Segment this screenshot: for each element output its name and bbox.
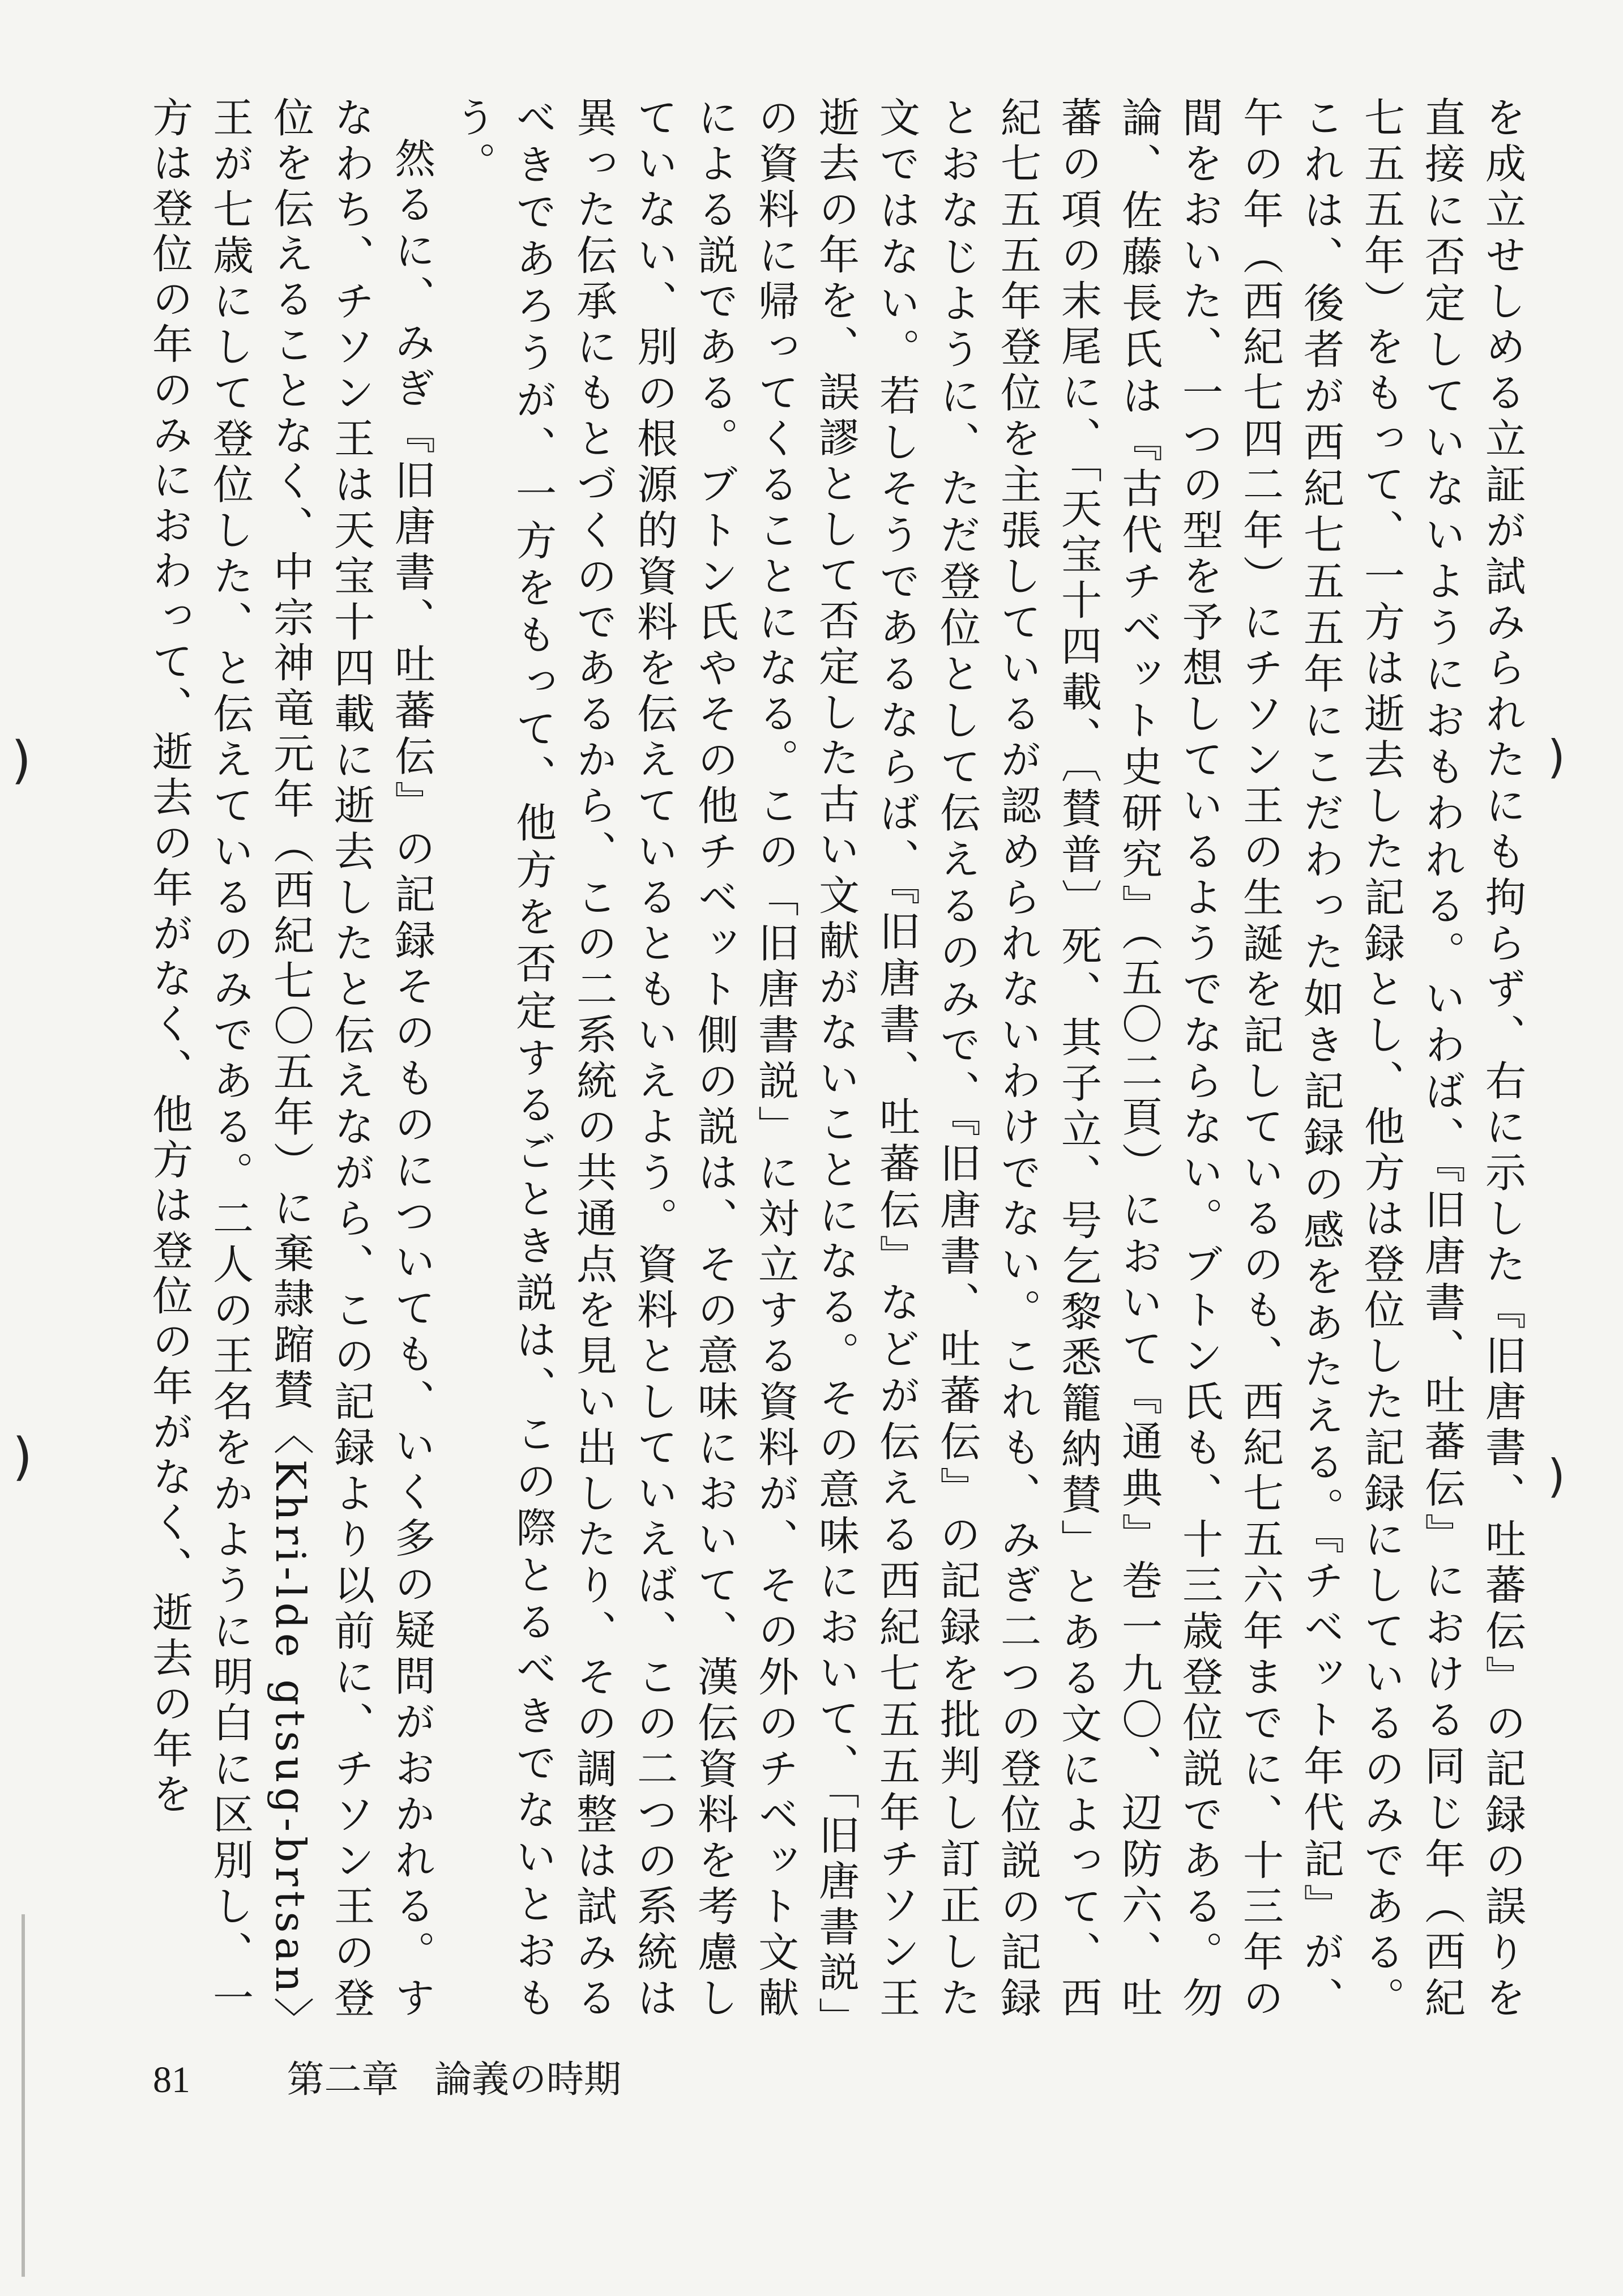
- section-title: 論義の時期: [434, 2059, 621, 2101]
- chapter-label: 第二章: [287, 2059, 399, 2101]
- scan-artifact-bracket-left-top: ): [11, 731, 32, 790]
- scan-artifact-bracket-right-top: ): [1547, 731, 1565, 783]
- paragraph-2: 然るに、みぎ『旧唐書、吐蕃伝』の記録そのものについても、いく多の疑問がおかれる。すなわち、チソン王は天宝十四載に逝去したと伝えながら、この記録より以前に、チソン王の登位を伝えることなく、中宗神竜元年（西紀七〇五年）に棄隷蹜賛〈Khri-lde gtsug-brtsan〉王が七歳にして登位した、と伝えているのみである。二人の王名をかように明白に区別し、一方は登位の年のみにおわって、逝去の年がなく、他方は登位の年がなく、逝去の年を: [146, 96, 435, 2022]
- paragraph-1: を成立せしめる立証が試みられたにも拘らず、右に示した『旧唐書、吐蕃伝』の記録の誤りを直接に否定していないようにおもわれる。いわば、『旧唐書、吐蕃伝』における同じ年（西紀七五五年）をもって、一方は逝去した記録とし、他方は登位した記録にしているのみである。これは、後者が西紀七五五年にこだわった如き記録の感をあたえる。『チベット年代記』が、午の年（西紀七四二年）にチソン王の生誕を記しているのも、西紀七五六年までに、十三年の間をおいた、一つの型を予想しているようでならない。ブトン氏も、十三歳登位説である。勿論、佐藤長氏は『古代チベット史研究』（五〇二頁）において『通典』巻一九〇、辺防六、吐蕃の項の末尾に、「天宝十四載、〔賛普〕死、其子立、号乞黎悉籠納賛」とある文によって、西紀七五五年登位を主張しているが認められないわけでない。これも、みぎ二つの登位説の記録とおなじように、ただ登位として伝えるのみで、『旧唐書、吐蕃伝』の記録を批判し訂正した文ではない。若しそうであるならば、『旧唐書、吐蕃伝』などが伝える西紀七五五年チソン王逝去の年を、誤謬として否定した古い文献がないことになる。その意味において、「旧唐書説」の資料に帰ってくることになる。この「旧唐書説」に対立する資料が、その外のチベット文献による説である。ブトン氏やその他チベット側の説は、その意味において、漢伝資料を考慮していない、別の根源的資料を伝えているともいえよう。資料としていえば、この二つの系統は異った伝承にもとづくのであるから、この二系統の共通点を見い出したり、その調整は試みるべきであろうが、一方をもって、他方を否定するごとき説は、この際とるべきでないとおもう。: [449, 96, 1526, 2022]
- vertical-body-text: [139, 96, 1532, 2022]
- scan-artifact-bracket-right-bottom: ): [1547, 1450, 1565, 1503]
- scan-edge-mark: [22, 1914, 25, 2277]
- scan-artifact-bracket-left-bottom: ): [12, 1427, 33, 1487]
- page-number: 81: [153, 2059, 190, 2101]
- page-footer: [153, 2049, 621, 2103]
